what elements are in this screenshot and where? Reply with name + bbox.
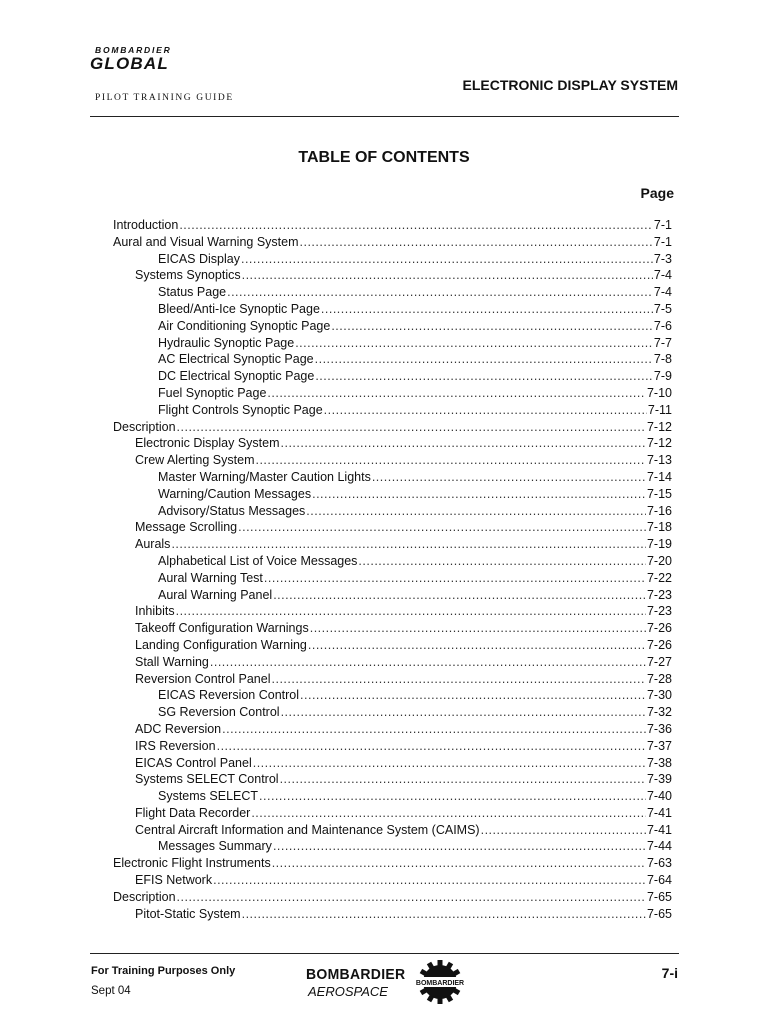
toc-dot-leader — [300, 687, 646, 704]
toc-entry — [0, 318, 768, 335]
toc-entry — [0, 906, 768, 923]
toc-dot-leader — [308, 637, 646, 654]
toc-dot-leader — [238, 519, 646, 536]
toc-entry-title: Central Aircraft Information and Maintenance System (CAIMS) — [135, 822, 480, 837]
toc-dot-leader — [312, 486, 646, 503]
gear-logo-text: BOMBARDIER — [415, 980, 465, 988]
toc-entry-title: Crew Alerting System — [135, 453, 255, 468]
toc-entry-page: 7-38 — [646, 755, 672, 770]
table-of-contents — [0, 217, 768, 922]
toc-entry — [0, 838, 768, 855]
pilot-training-guide-label: PILOT TRAINING GUIDE — [95, 93, 234, 103]
toc-entry-page: 7-16 — [646, 503, 672, 518]
toc-dot-leader — [281, 704, 646, 721]
toc-entry-page: 7-4 — [653, 285, 672, 300]
toc-entry-title: SG Reversion Control — [158, 705, 280, 720]
toc-dot-leader — [315, 368, 653, 385]
toc-entry — [0, 755, 768, 772]
toc-dot-leader — [300, 234, 653, 251]
toc-entry-title: Introduction — [113, 218, 179, 232]
toc-entry — [0, 721, 768, 738]
toc-entry-page: 7-22 — [646, 570, 672, 585]
toc-dot-leader — [210, 654, 646, 671]
toc-entry — [0, 654, 768, 671]
toc-entry — [0, 368, 768, 385]
toc-dot-leader — [171, 536, 646, 553]
toc-dot-leader — [306, 503, 646, 520]
brand-global-logo: GLOBAL — [90, 54, 169, 73]
toc-dot-leader — [251, 805, 646, 822]
page-title: TABLE OF CONTENTS — [298, 149, 470, 166]
toc-entry-page: 7-13 — [646, 453, 672, 468]
toc-entry-title: AC Electrical Synoptic Page — [158, 352, 314, 367]
toc-dot-leader — [177, 889, 646, 906]
toc-entry-page: 7-26 — [646, 637, 672, 652]
toc-entry-page: 7-10 — [646, 385, 672, 400]
toc-entry-page: 7-63 — [646, 856, 672, 871]
toc-dot-leader — [267, 385, 646, 402]
toc-entry — [0, 637, 768, 654]
toc-entry-title: Bleed/Anti-Ice Synoptic Page — [158, 301, 320, 316]
toc-entry-page: 7-27 — [646, 654, 672, 669]
toc-dot-leader — [331, 318, 653, 335]
toc-entry-page: 7-14 — [646, 469, 672, 484]
toc-entry — [0, 335, 768, 352]
toc-entry — [0, 687, 768, 704]
toc-entry-page: 7-8 — [653, 352, 672, 367]
toc-entry — [0, 385, 768, 402]
toc-entry — [0, 469, 768, 486]
toc-entry-page: 7-7 — [653, 335, 672, 350]
toc-entry-page: 7-23 — [646, 604, 672, 619]
toc-dot-leader — [259, 788, 646, 805]
toc-entry-title: EICAS Display — [158, 251, 240, 266]
toc-entry — [0, 570, 768, 587]
toc-entry — [0, 771, 768, 788]
toc-entry — [0, 553, 768, 570]
toc-dot-leader — [255, 452, 645, 469]
brand-bombardier: BOMBARDIER — [95, 45, 172, 55]
toc-entry-title: Systems Synoptics — [135, 268, 241, 283]
toc-entry-page: 7-12 — [646, 419, 672, 434]
toc-dot-leader — [281, 435, 646, 452]
toc-entry-title: Advisory/Status Messages — [158, 503, 306, 518]
toc-entry-page: 7-19 — [646, 537, 672, 552]
toc-entry — [0, 217, 768, 234]
toc-entry-page: 7-26 — [646, 621, 672, 636]
page-column-heading: Page — [640, 185, 674, 201]
toc-dot-leader — [242, 906, 646, 923]
toc-entry-title: Warning/Caution Messages — [158, 486, 312, 501]
toc-entry — [0, 486, 768, 503]
toc-entry-title: Fuel Synoptic Page — [158, 385, 267, 400]
toc-entry — [0, 872, 768, 889]
toc-entry-page: 7-37 — [646, 738, 672, 753]
toc-entry-title: Hydraulic Synoptic Page — [158, 335, 295, 350]
toc-entry — [0, 519, 768, 536]
page-header — [0, 0, 768, 118]
toc-entry-title: EICAS Reversion Control — [158, 688, 300, 703]
toc-entry-title: Landing Configuration Warning — [135, 637, 307, 652]
toc-dot-leader — [273, 587, 646, 604]
toc-entry-page: 7-64 — [646, 873, 672, 888]
toc-entry-title: Air Conditioning Synoptic Page — [158, 318, 331, 333]
toc-entry-page: 7-39 — [646, 772, 672, 787]
toc-entry-title: Alphabetical List of Voice Messages — [158, 553, 358, 568]
toc-dot-leader — [310, 620, 646, 637]
toc-entry — [0, 402, 768, 419]
header-divider — [90, 116, 679, 117]
toc-dot-leader — [280, 771, 646, 788]
toc-dot-leader — [217, 738, 646, 755]
toc-dot-leader — [177, 419, 646, 436]
footer-logo-bombardier: BOMBARDIER — [306, 965, 406, 983]
toc-entry — [0, 251, 768, 268]
footer-divider — [90, 953, 679, 954]
toc-entry-title: Flight Controls Synoptic Page — [158, 402, 323, 417]
toc-entry-title: Message Scrolling — [135, 520, 238, 535]
toc-dot-leader — [242, 267, 653, 284]
toc-dot-leader — [227, 284, 653, 301]
footer-date: Sept 04 — [91, 985, 131, 997]
toc-entry-title: Description — [113, 419, 176, 434]
toc-dot-leader — [324, 402, 647, 419]
toc-entry — [0, 419, 768, 436]
toc-dot-leader — [272, 671, 646, 688]
toc-entry-page: 7-20 — [646, 553, 672, 568]
toc-entry-title: Reversion Control Panel — [135, 671, 271, 686]
toc-dot-leader — [295, 335, 653, 352]
bombardier-gear-logo-icon — [414, 960, 466, 1004]
toc-entry-page: 7-5 — [653, 301, 672, 316]
toc-entry — [0, 603, 768, 620]
toc-entry-title: Pitot-Static System — [135, 906, 241, 921]
toc-entry-title: Stall Warning — [135, 654, 209, 669]
toc-dot-leader — [222, 721, 646, 738]
toc-entry — [0, 889, 768, 906]
toc-entry-page: 7-32 — [646, 705, 672, 720]
toc-entry — [0, 704, 768, 721]
toc-entry-page: 7-41 — [646, 822, 672, 837]
toc-entry — [0, 536, 768, 553]
toc-dot-leader — [321, 301, 653, 318]
toc-entry-page: 7-65 — [646, 889, 672, 904]
toc-entry-title: EFIS Network — [135, 873, 213, 888]
toc-dot-leader — [272, 855, 646, 872]
toc-entry-title: Electronic Flight Instruments — [113, 856, 271, 871]
toc-entry-title: Aural Warning Test — [158, 570, 263, 585]
toc-entry-title: Aural Warning Panel — [158, 587, 273, 602]
footer-logo-aerospace: AEROSPACE — [308, 984, 388, 999]
toc-entry-title: Aural and Visual Warning System — [113, 234, 299, 249]
toc-dot-leader — [481, 822, 646, 839]
toc-entry-page: 7-41 — [646, 805, 672, 820]
toc-entry — [0, 301, 768, 318]
toc-dot-leader — [264, 570, 646, 587]
toc-entry-page: 7-1 — [653, 218, 672, 232]
toc-entry-page: 7-12 — [646, 436, 672, 451]
toc-entry — [0, 587, 768, 604]
toc-entry-page: 7-1 — [653, 234, 672, 249]
toc-dot-leader — [358, 553, 646, 570]
toc-entry — [0, 503, 768, 520]
toc-entry-page: 7-11 — [647, 402, 672, 417]
toc-dot-leader — [315, 351, 653, 368]
toc-entry — [0, 620, 768, 637]
toc-entry-page: 7-28 — [646, 671, 672, 686]
toc-entry-page: 7-3 — [653, 251, 672, 266]
toc-entry-title: Status Page — [158, 285, 227, 300]
toc-entry-title: EICAS Control Panel — [135, 755, 252, 770]
toc-entry — [0, 234, 768, 251]
toc-entry-title: IRS Reversion — [135, 738, 216, 753]
toc-entry-page: 7-23 — [646, 587, 672, 602]
toc-entry-page: 7-9 — [653, 369, 672, 384]
toc-entry-page: 7-65 — [646, 906, 672, 921]
footer-training-notice: For Training Purposes Only — [91, 965, 236, 977]
toc-entry-title: Systems SELECT — [158, 789, 259, 804]
toc-entry-page: 7-18 — [646, 520, 672, 535]
toc-entry — [0, 822, 768, 839]
toc-dot-leader — [213, 872, 646, 889]
section-title: ELECTRONIC DISPLAY SYSTEM — [462, 77, 678, 93]
toc-entry-page: 7-40 — [646, 789, 672, 804]
toc-entry — [0, 671, 768, 688]
toc-entry — [0, 435, 768, 452]
toc-entry-title: ADC Reversion — [135, 721, 222, 736]
toc-entry-title: Systems SELECT Control — [135, 772, 279, 787]
footer-page-number: 7-i — [661, 965, 678, 981]
toc-entry-title: Takeoff Configuration Warnings — [135, 621, 309, 636]
toc-dot-leader — [241, 251, 653, 268]
toc-entry — [0, 738, 768, 755]
toc-entry-page: 7-30 — [646, 688, 672, 703]
toc-entry-title: Aurals — [135, 537, 171, 552]
toc-entry-title: Messages Summary — [158, 839, 272, 854]
toc-entry — [0, 351, 768, 368]
toc-entry-page: 7-6 — [653, 318, 672, 333]
toc-entry-title: Flight Data Recorder — [135, 805, 251, 820]
toc-entry-page: 7-15 — [646, 486, 672, 501]
toc-entry-title: DC Electrical Synoptic Page — [158, 369, 315, 384]
toc-entry-page: 7-36 — [646, 721, 672, 736]
toc-entry-title: Electronic Display System — [135, 436, 280, 451]
toc-entry — [0, 284, 768, 301]
toc-entry-title: Inhibits — [135, 604, 175, 619]
toc-entry — [0, 452, 768, 469]
toc-entry-title: Master Warning/Master Caution Lights — [158, 469, 371, 484]
toc-dot-leader — [179, 217, 653, 234]
toc-dot-leader — [176, 603, 646, 620]
toc-dot-leader — [273, 838, 646, 855]
toc-entry — [0, 267, 768, 284]
toc-dot-leader — [372, 469, 646, 486]
toc-entry — [0, 805, 768, 822]
toc-dot-leader — [253, 755, 646, 772]
toc-entry-page: 7-44 — [646, 839, 672, 854]
toc-entry-title: Description — [113, 889, 176, 904]
toc-entry — [0, 855, 768, 872]
toc-entry-page: 7-4 — [653, 268, 672, 283]
toc-entry — [0, 788, 768, 805]
